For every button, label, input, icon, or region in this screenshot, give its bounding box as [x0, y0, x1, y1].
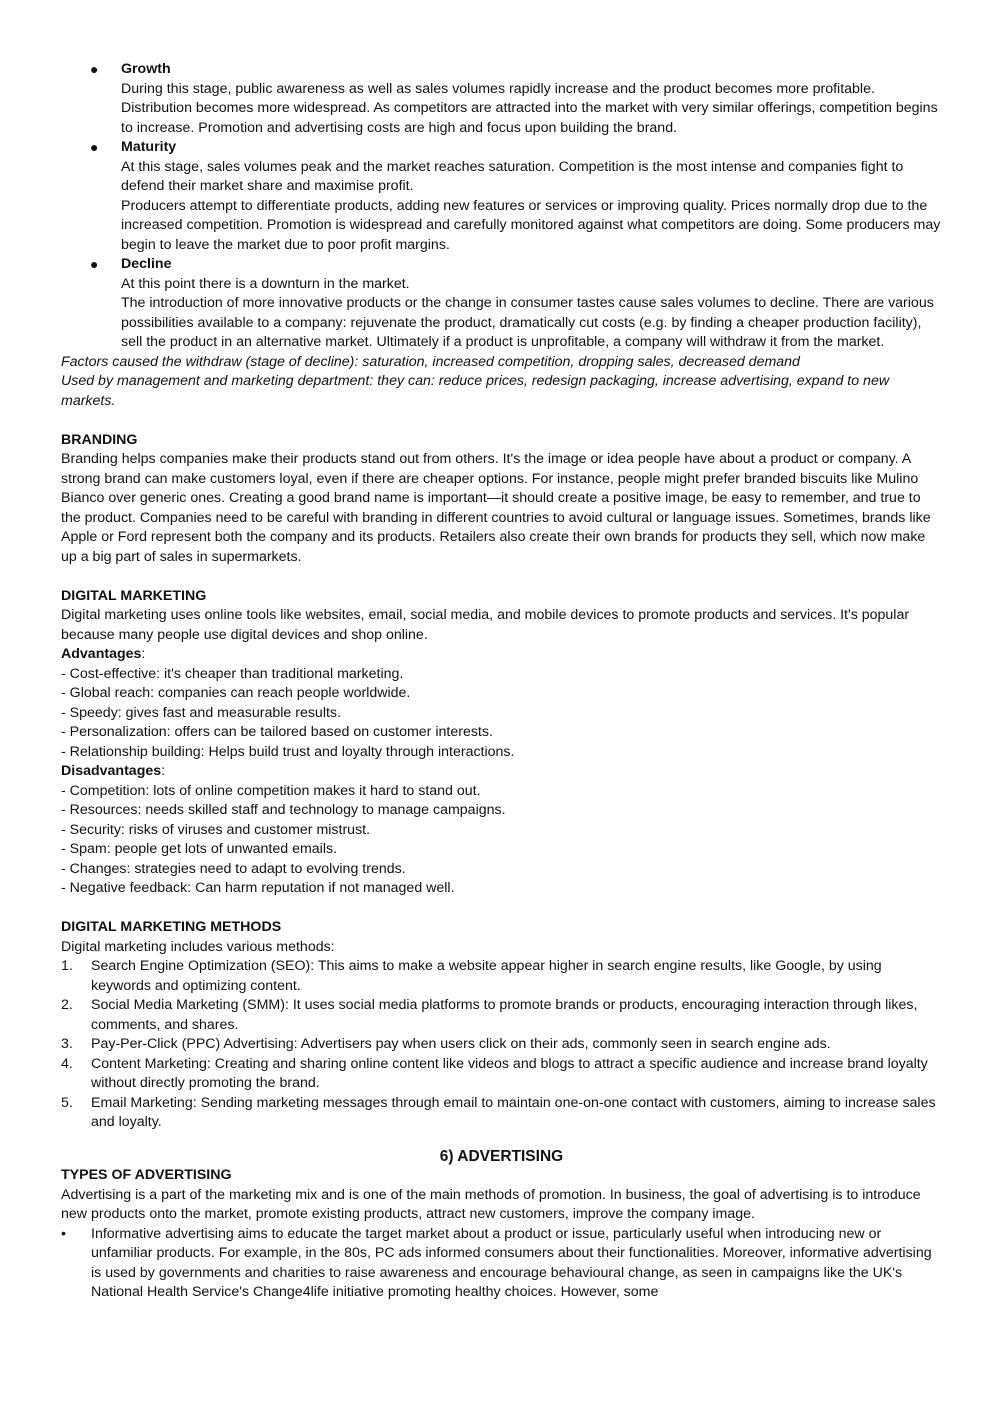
advantage-item: - Speedy: gives fast and measurable results.	[61, 704, 341, 721]
bullet-icon: •	[61, 1225, 66, 1242]
advantage-item: - Cost-effective: it's cheaper than traditional marketing.	[61, 665, 404, 682]
disadvantages-label-line: Disadvantages:	[61, 763, 166, 779]
advantages-label-line: Advantages:	[61, 646, 146, 662]
stage-paragraph: The introduction of more innovative products or the change in consumer tastes cause sales volumes to decline. There are various possibilities available to a company: rejuvenate the product, dramatically cut costs (e.g. by finding a cheaper production facility), sell the product in an alternative market. Ultimately if a product is unprofitable, a company will withdraw it from the market.	[121, 295, 934, 350]
stage-paragraph: At this point there is a downturn in the market.	[121, 275, 410, 292]
bullet-icon: ●	[90, 139, 99, 155]
branding-heading: BRANDING	[61, 431, 138, 448]
methods-heading: DIGITAL MARKETING METHODS	[61, 919, 282, 935]
stage-paragraph: Producers attempt to differentiate products, adding new features or services or improving quality. Prices normally drop due to the increased competition. Promotion is widespread and carefully monitored against what competitors are doing. Some producers may begin to leave the market due to poor profit margins.	[121, 197, 941, 253]
branding-text: Branding helps companies make their products stand out from others. It's the image or idea people have about a product or company. A strong brand can make customers loyal, even if there are cheaper options. For instance, people might prefer branded biscuits like Mulino Bianco over generic ones. Creating a good brand name is important—it should create a positive image, be easy to remember, and true to the product. Companies need to be careful with branding in different countries to avoid cultural or language issues. Sometimes, brands like Apple or Ford represent both the company and its products. Retailers also create their own brands for products they sell, which now make up a big part of sales in supermarkets.	[61, 451, 931, 565]
method-number: 4.	[61, 1055, 73, 1072]
method-number: 2.	[61, 997, 73, 1013]
method-text: Pay-Per-Click (PPC) Advertising: Advertisers pay when users click on their ads, commonly seen in search engine ads.	[91, 1036, 831, 1052]
bullet-icon: ●	[90, 61, 99, 77]
management-note: Used by management and marketing department: they can: reduce prices, redesign packaging, increase advertising, expand to new markets.	[61, 373, 890, 409]
lifecycle-stage-list	[61, 60, 942, 353]
types-of-advertising-heading: TYPES OF ADVERTISING	[61, 1167, 232, 1183]
decline-factors-note: Factors caused the withdraw (stage of decline): saturation, increased competition, dropping sales, decreased demand	[61, 353, 800, 370]
method-text: Email Marketing: Sending marketing messages through email to maintain one-on-one contact with customers, aiming to increase sales and loyalty.	[91, 1094, 936, 1130]
disadvantage-item: - Security: risks of viruses and customer mistrust.	[61, 821, 371, 838]
advantage-item: - Personalization: offers can be tailored based on customer interests.	[61, 724, 493, 740]
disadvantage-item: - Spam: people get lots of unwanted emails.	[61, 841, 338, 857]
bullet-icon: ●	[90, 256, 99, 272]
stage-title: Growth	[121, 61, 171, 77]
method-item	[61, 1055, 942, 1094]
advertising-type-item	[61, 1225, 942, 1303]
digital-marketing-heading: DIGITAL MARKETING	[61, 587, 207, 604]
advertising-intro: Advertising is a part of the marketing mix and is one of the main methods of promotion. In business, the goal of advertising is to introduce new products onto the market, promote existing products, attract new customers, improve the company image.	[61, 1186, 921, 1222]
advantage-item: - Global reach: companies can reach people worldwide.	[61, 685, 411, 701]
method-item	[61, 957, 942, 996]
method-text: Search Engine Optimization (SEO): This aims to make a website appear higher in search engine results, like Google, by using keywords and optimizing content.	[91, 958, 882, 994]
method-item	[61, 996, 942, 1035]
stage-maturity	[90, 138, 942, 255]
stage-growth	[90, 60, 942, 138]
stage-paragraph: During this stage, public awareness as well as sales volumes rapidly increase and the product becomes more profitable.	[121, 80, 875, 97]
stage-paragraph: Distribution becomes more widespread. As competitors are attracted into the market with very similar offerings, competition begins to increase. Promotion and advertising costs are high and focus upon building the brand.	[121, 100, 938, 136]
method-number: 3.	[61, 1036, 73, 1052]
stage-paragraph: At this stage, sales volumes peak and the market reaches saturation. Competition is the most intense and companies fight to defend their market share and maximise profit.	[121, 158, 904, 194]
advertising-section-title: 6) ADVERTISING	[439, 1147, 564, 1165]
disadvantage-item: - Competition: lots of online competition makes it hard to stand out.	[61, 782, 481, 799]
advertising-types-list	[61, 1225, 942, 1303]
method-number: 1.	[61, 958, 73, 974]
method-item	[61, 1094, 942, 1133]
stage-title: Decline	[121, 256, 172, 272]
informative-advertising-text: Informative advertising aims to educate the target market about a product or issue, particularly useful when introducing new or unfamiliar products. For example, in the 80s, PC ads informed consumers about their functionalities. Moreover, informative advertising is used by governments and charities to raise awareness and encourage behavioural change, as seen in campaigns like the UK's National Health Service's Change4life initiative promoting healthy choices. However, some	[91, 1225, 932, 1300]
method-number: 5.	[61, 1094, 73, 1111]
disadvantage-item: - Negative feedback: Can harm reputation if not managed well.	[61, 880, 455, 896]
stage-title: Maturity	[121, 139, 177, 155]
disadvantage-item: - Resources: needs skilled staff and technology to manage campaigns.	[61, 802, 506, 818]
method-item	[61, 1035, 942, 1055]
stage-decline	[90, 255, 942, 353]
advantages-label: Advantages	[61, 646, 142, 662]
method-text: Social Media Marketing (SMM): It uses social media platforms to promote brands or products, encouraging interaction through likes, comments, and shares.	[91, 997, 918, 1033]
method-text: Content Marketing: Creating and sharing online content like videos and blogs to attract a specific audience and increase brand loyalty without directly promoting the brand.	[91, 1055, 928, 1091]
disadvantage-item: - Changes: strategies need to adapt to evolving trends.	[61, 860, 406, 877]
methods-list	[61, 957, 942, 1133]
disadvantages-label: Disadvantages	[61, 763, 162, 779]
digital-marketing-intro: Digital marketing uses online tools like websites, email, social media, and mobile devices to promote products and services. It's popular because many people use digital devices and shop online.	[61, 607, 910, 643]
methods-intro: Digital marketing includes various methods:	[61, 938, 335, 955]
advantage-item: - Relationship building: Helps build trust and loyalty through interactions.	[61, 743, 515, 760]
